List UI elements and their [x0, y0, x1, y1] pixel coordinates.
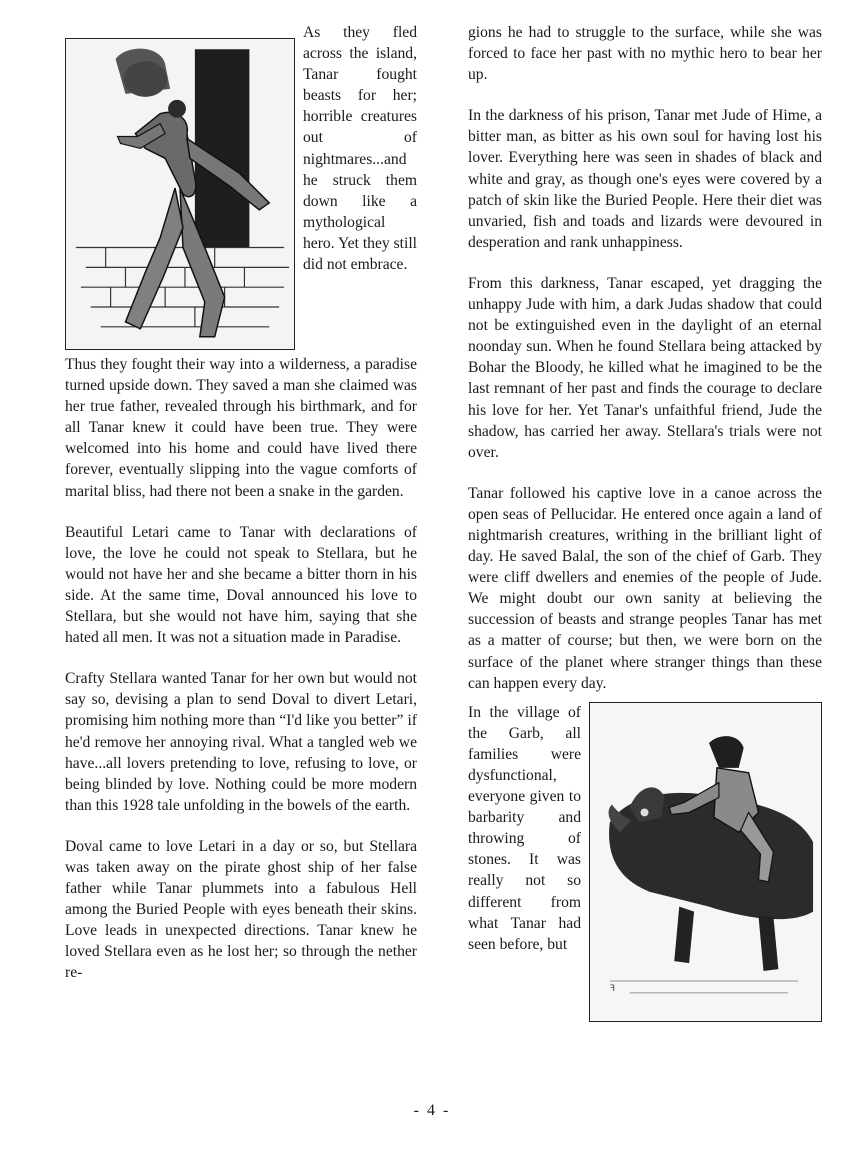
paragraph-wrap-intro: As they fled across the island, Tanar fought beasts for her; horrible creatures out of nightmares...and he struck them down like a mythological hero. Yet they still did not embrace.: [303, 24, 417, 274]
paragraph-village-garb: In the village of the Garb, all families were dysfunctional, everyone given to barbarity and throwing of stones. It was really not so different from what Tanar had seen before, but: [468, 703, 581, 953]
left-column: [65, 22, 417, 984]
right-column: [468, 22, 822, 1026]
paragraph-doval: Doval came to love Letari in a day or so, but Stellara was taken away on the pirate ghost ship of her false father while Tanar plummets into a fabulous Hell among the Buried People with eyes beneath their skins. Love leads in unexpected directions. Tanar knew he loved Stellara even as he lost her; so through the nether re-: [65, 837, 417, 982]
warrior-illustration-drawing: [66, 39, 294, 349]
illustration-warrior-climbing-wall: [65, 38, 295, 350]
paragraph-wilderness: Thus they fought their way into a wilderness, a paradise turned upside down. They saved a man she claimed was her true father, revealed through his birthmark, and for all Tanar knew it could have been true. They were welcomed into his home and could have lived there forever, eventually slipping into the vague comforts of marital bliss, had there not been a snake in the garden.: [65, 356, 417, 500]
paragraph-letari: Beautiful Letari came to Tanar with declarations of love, the love he could not speak to Stellara, but he would not have her and she became a bitter thorn in his side. At the same time, Doval announced his love to Stellara, but she would not have him, saying that she hated all men. It was not a situation made in Paradise.: [65, 523, 417, 647]
page-number: - 4 -: [413, 1102, 451, 1119]
artist-signature: ꟻ: [609, 982, 615, 993]
paragraph-escape: From this darkness, Tanar escaped, yet dragging the unhappy Jude with him, a dark Judas shadow that could not be extinguished even in the daylight of an eternal noonday sun. When he found Stellara being attacked by Bohar the Bloody, he killed what he imagined to be the last remnant of her past and finds the courage to declare his love for her. Yet Tanar's unfaithful friend, Jude the shadow, has carried her away. Stellara's trials were not over.: [468, 274, 822, 461]
paragraph-canoe: Tanar followed his captive love in a canoe across the open seas of Pellucidar. He entered once again a land of nightmarish creatures, writhing in the brilliant light of day. He saved Balal, the son of the chief of Garb. They were cliff dwellers and enemies of the people of Jude. We might doubt our own sanity at believing the succession of beasts and strange peoples Tanar has met as a matter of course; but then, we were born on the surface of the planet where stranger things than these can happen every day.: [468, 484, 822, 692]
beast-rider-illustration-drawing: [590, 703, 821, 1021]
illustration-man-riding-beast: [589, 702, 822, 1022]
paragraph-crafty-stellara: Crafty Stellara wanted Tanar for her own but would not say so, devising a plan to send Doval to divert Letari, promising him nothing more than “I'd like you better” if he'd remove her annoying rival. What a tangled web we have...all lovers pretending to love, refusing to love, or being blinded by love. Nothing could be more modern than this 1928 tale unfolding in the bowels of the earth.: [65, 670, 417, 814]
paragraph-prison: In the darkness of his prison, Tanar met Jude of Hime, a bitter man, as bitter as his own soul for having lost his lover. Everything here was seen in shades of black and white and gray, as though one's eyes were covered by a patch of skin like the Buried People. Here their diet was unvaried, fish and toads and lizards were devoured in desperation and rank unhappiness.: [468, 107, 822, 251]
paragraph-nether-regions: gions he had to struggle to the surface, while she was forced to face her past with no mythic hero to bear her up.: [468, 24, 822, 84]
